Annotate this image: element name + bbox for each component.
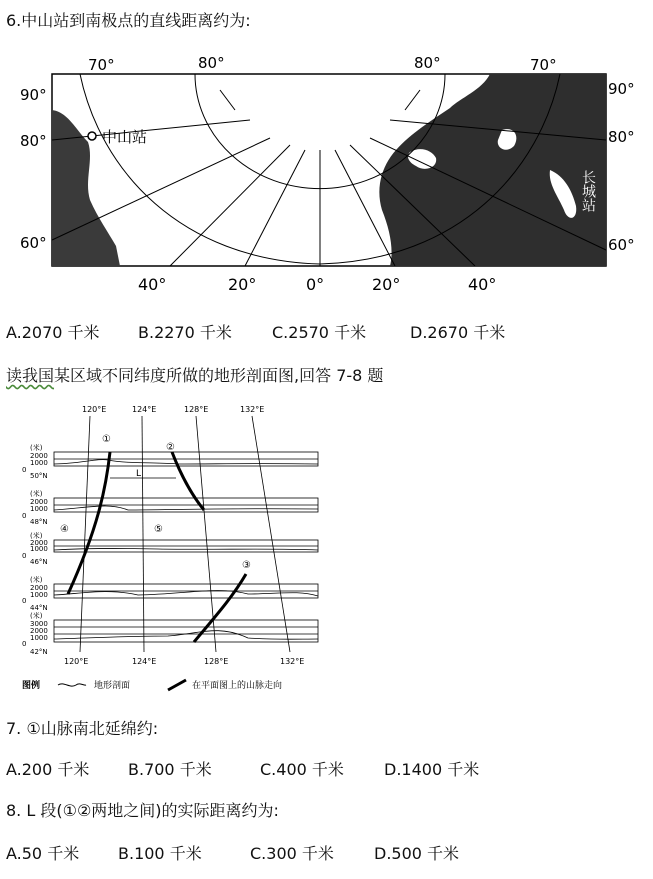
bottom-lon-1: 120°E: [64, 657, 89, 666]
top-label-3: 80°: [414, 54, 441, 72]
marker-4: ④: [60, 524, 69, 535]
top-lon-2: 124°E: [132, 405, 157, 414]
question-7-stem: 7. ①山脉南北延绵约:: [6, 719, 159, 738]
q6-option-d[interactable]: D.2670 千米: [410, 323, 506, 342]
top-label-4: 70°: [530, 56, 557, 74]
top-lon-1: 120°E: [82, 405, 107, 414]
bottom-label-5: 40°: [468, 275, 497, 294]
top-lon-3: 128°E: [184, 405, 209, 414]
q6-option-b[interactable]: B.2270 千米: [138, 323, 232, 342]
zhongshan-station-label: 中山站: [102, 128, 148, 146]
bottom-label-4: 20°: [372, 275, 401, 294]
right-label-2: 80°: [608, 128, 635, 146]
bottom-lon-4: 132°E: [280, 657, 305, 666]
tick-46-0: 0: [22, 552, 27, 560]
unit-4: (米): [30, 576, 43, 584]
marker-2: ②: [166, 442, 175, 453]
tick-44-2000: 2000: [30, 584, 48, 592]
tick-44-1000: 1000: [30, 591, 48, 599]
lat-42: 42°N: [30, 648, 48, 656]
unit-1: (米): [30, 444, 43, 452]
unit-2: (米): [30, 490, 43, 498]
tick-48-0: 0: [22, 512, 27, 520]
legend-profile-swatch: [58, 684, 86, 686]
tick-42-2000: 2000: [30, 627, 48, 635]
tick-50-0: 0: [22, 466, 27, 474]
q8-option-c[interactable]: C.300 千米: [250, 844, 334, 863]
q7-option-b[interactable]: B.700 千米: [128, 760, 212, 779]
marker-1: ①: [102, 434, 111, 445]
q7-option-c[interactable]: C.400 千米: [260, 760, 344, 779]
tick-44-0: 0: [22, 597, 27, 605]
tick-42-1000: 1000: [30, 634, 48, 642]
bottom-label-2: 20°: [228, 275, 257, 294]
intro-underlined: 读我国: [6, 366, 55, 385]
top-label-1: 70°: [88, 56, 115, 74]
tick-48-2000: 2000: [30, 498, 48, 506]
q8-option-d[interactable]: D.500 千米: [374, 844, 460, 863]
bottom-label-3: 0°: [306, 275, 325, 294]
intro-7-8: [6, 363, 383, 386]
great-wall-station-label: 长城站: [580, 170, 596, 212]
segment-l: L: [136, 469, 142, 479]
q8-option-b[interactable]: B.100 千米: [118, 844, 202, 863]
intro-rest: 某区域不同纬度所做的地形剖面图,回答 7-8 题: [54, 366, 384, 385]
legend-ridge-swatch: [168, 680, 186, 690]
q7-option-a[interactable]: A.200 千米: [6, 760, 90, 779]
lat-44: 44°N: [30, 604, 48, 612]
tick-46-1000: 1000: [30, 545, 48, 553]
bottom-label-1: 40°: [138, 275, 167, 294]
tick-48-1000: 1000: [30, 505, 48, 513]
marker-3: ③: [242, 560, 251, 571]
unit-3: (米): [30, 532, 43, 540]
top-lon-4: 132°E: [240, 405, 265, 414]
bottom-lon-2: 124°E: [132, 657, 157, 666]
right-label-1: 90°: [608, 80, 635, 98]
bottom-lon-3: 128°E: [204, 657, 229, 666]
top-label-2: 80°: [198, 54, 225, 72]
lat-46: 46°N: [30, 558, 48, 566]
tick-50-1000: 1000: [30, 459, 48, 467]
right-label-3: 60°: [608, 236, 635, 254]
q8-option-a[interactable]: A.50 千米: [6, 844, 80, 863]
lat-48: 48°N: [30, 518, 48, 526]
left-label-3: 60°: [20, 234, 47, 252]
legend-profile-label: 地形剖面: [94, 681, 131, 691]
tick-46-2000: 2000: [30, 539, 48, 547]
tick-50-2000: 2000: [30, 452, 48, 460]
left-label-1: 90°: [20, 86, 47, 104]
q6-option-a[interactable]: A.2070 千米: [6, 323, 100, 342]
tick-42-0: 0: [22, 640, 27, 648]
legend-ridge-label: 在平面图上的山脉走向: [192, 681, 283, 691]
marker-5: ⑤: [154, 524, 163, 535]
unit-5: (米): [30, 612, 43, 620]
q7-option-d[interactable]: D.1400 千米: [384, 760, 480, 779]
question-6-stem: 6.中山站到南极点的直线距离约为:: [6, 11, 251, 30]
lat-50: 50°N: [30, 472, 48, 480]
q6-option-c[interactable]: C.2570 千米: [272, 323, 367, 342]
question-8-stem: 8. L 段(①②两地之间)的实际距离约为:: [6, 801, 279, 820]
tick-42-3000: 3000: [30, 620, 48, 628]
left-label-2: 80°: [20, 132, 47, 150]
legend-title: 图例: [22, 681, 41, 691]
antarctic-map: [20, 50, 635, 300]
terrain-profile-figure: [18, 398, 338, 698]
